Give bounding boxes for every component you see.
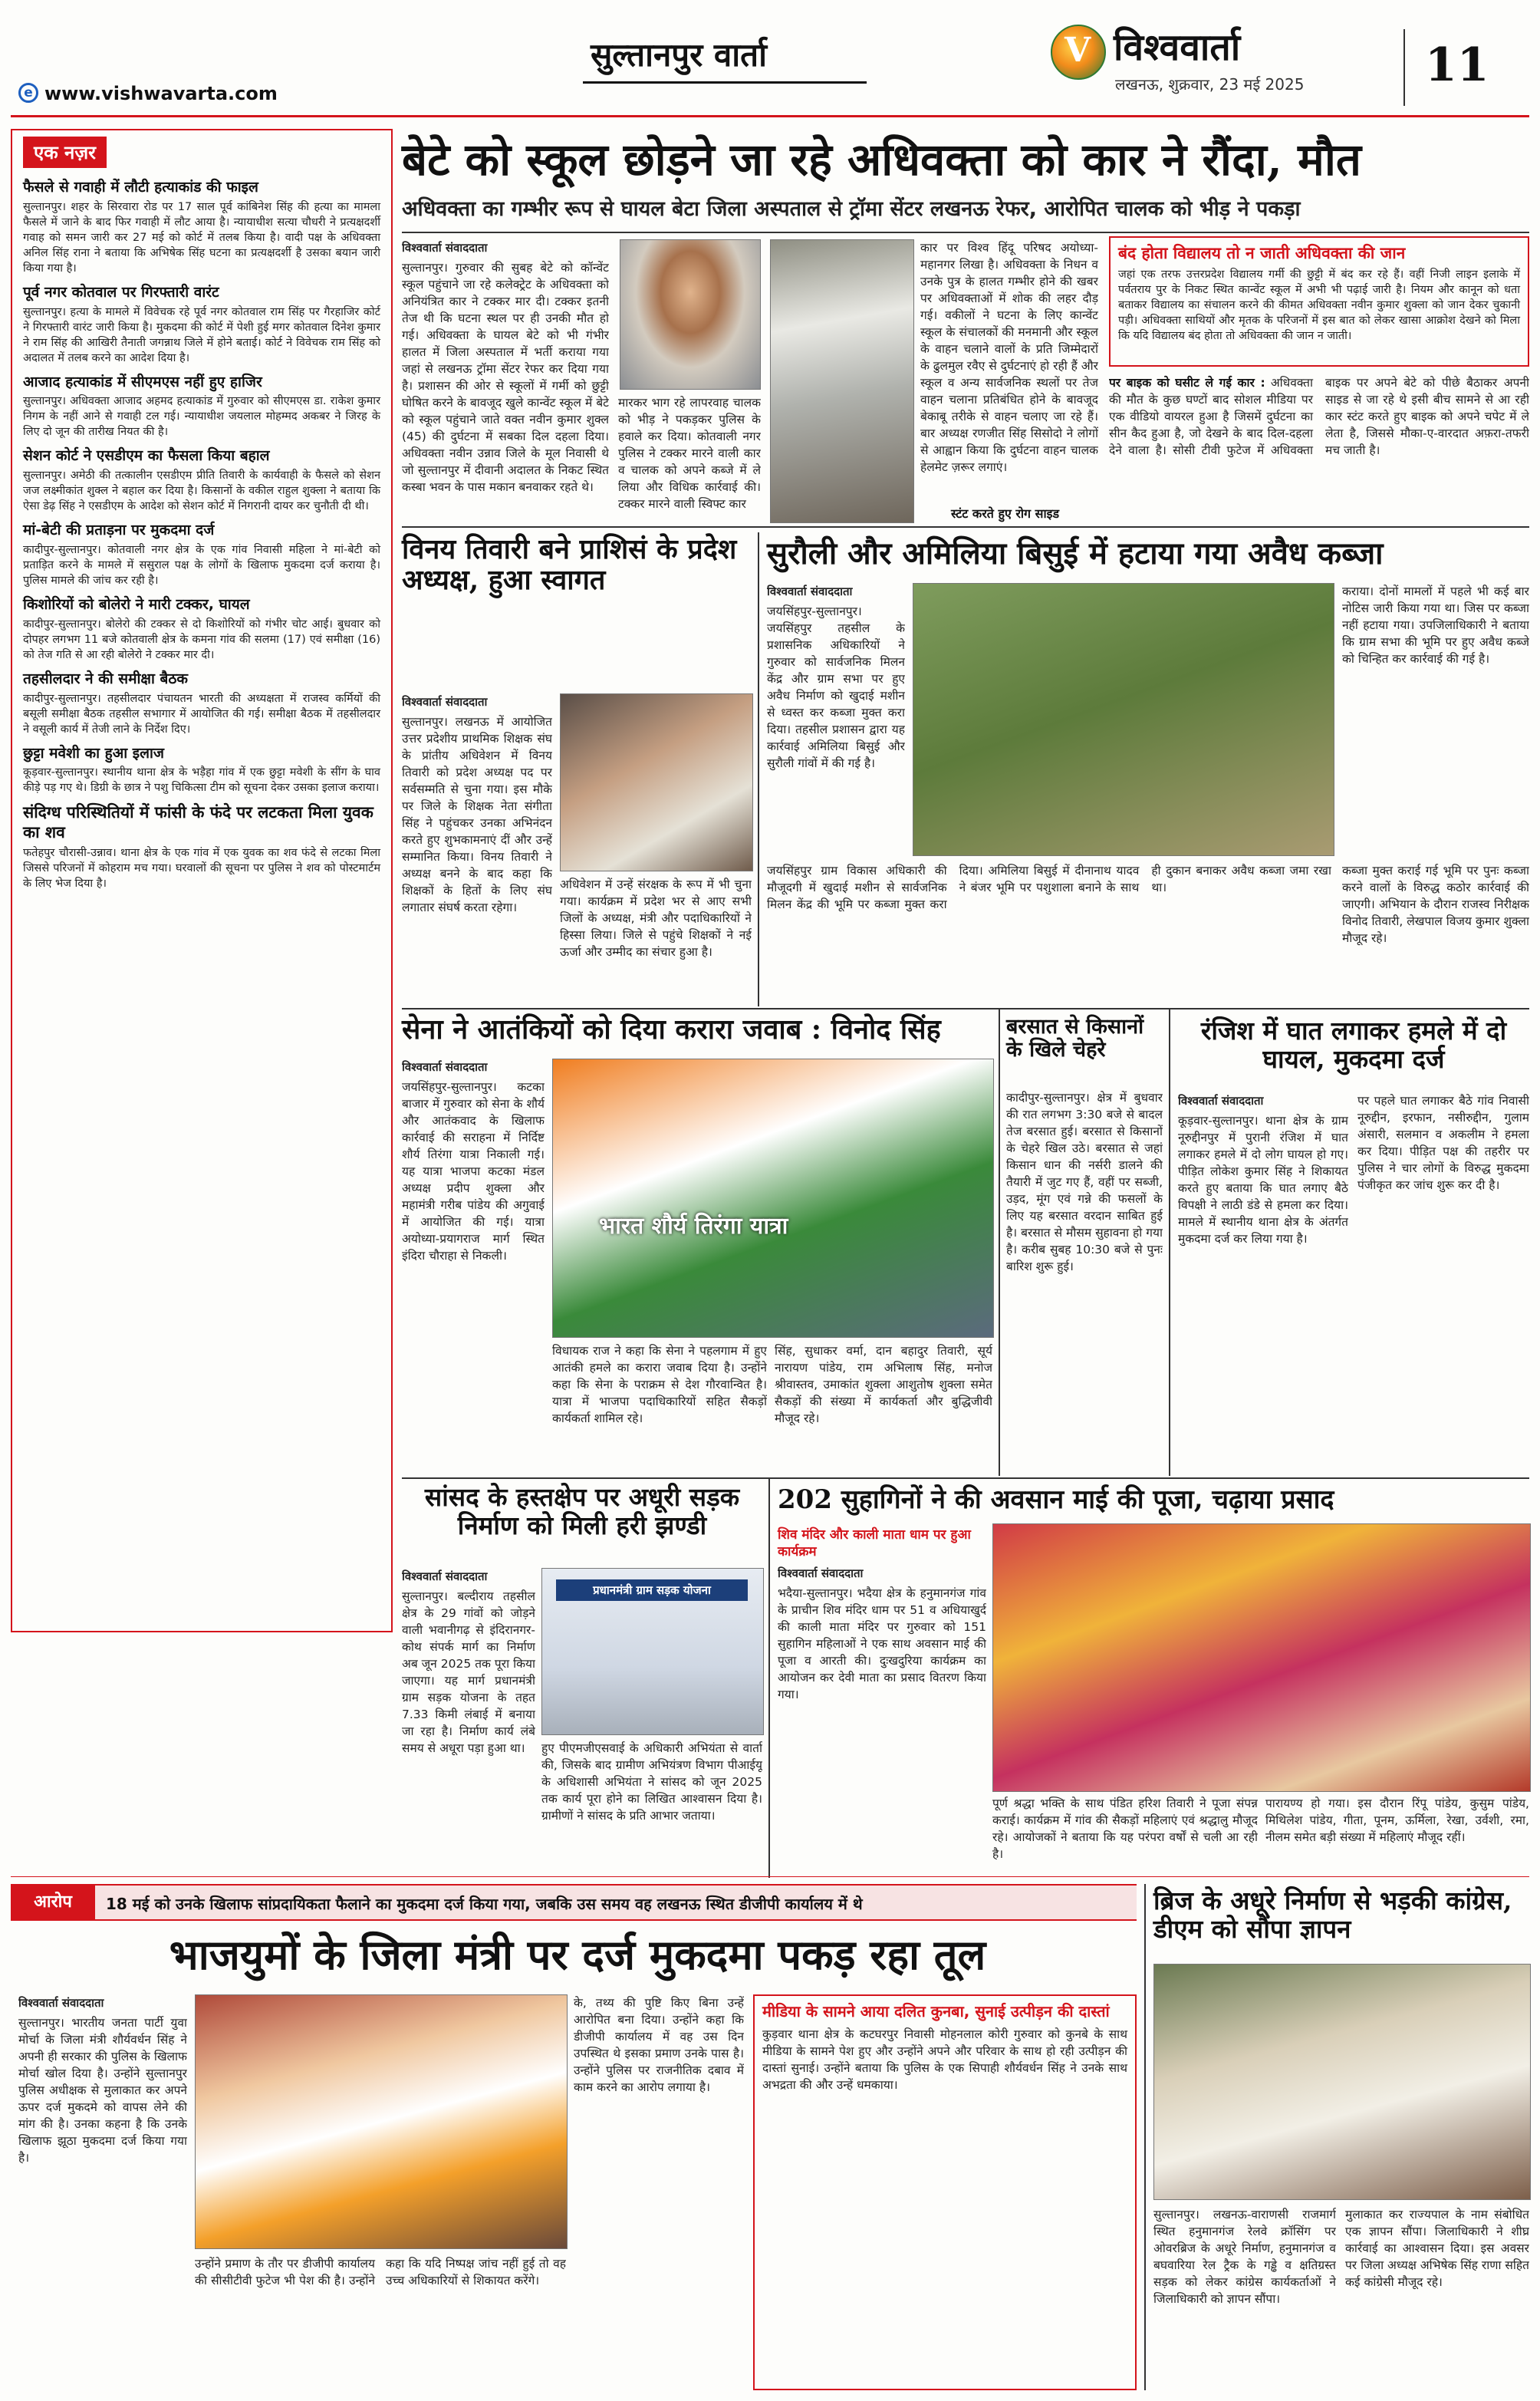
kabza-col-4 <box>1342 862 1529 1005</box>
kabza-col-1 <box>767 583 905 859</box>
column-rule <box>1144 1884 1146 2390</box>
news-body: सुल्तानपुर। शहर के सिरवारा रोड पर 17 साल पूर्व कांबिनेश सिंह की हत्या का मामला फैसले में जाने के बाद फिर गवाही में लौट आया है। न्यायाधीश सत्या चौधरी ने प्रत्यक्षदर्शी गवाह को समन जारी कर 27 मई को कोर्ट में तलब किया है। वादी पक्ष के अधिवक्ता अनिल सिंह राना ने बताया कि अभिषेक सिंह घटना का प्रत्यक्षदर्शी है उसका बयान जारी किया गया है। <box>23 200 380 275</box>
ek-nazar-item <box>23 374 380 440</box>
lead-col-2 <box>618 394 761 523</box>
vinay-col-1 <box>402 693 552 1005</box>
story-text: जयसिंहपुर-सुल्तानपुर। कटका बाजार में गुरुवार को सेना के शौर्य और आतंकवाद के खिलाफ कार्रवाई की सराहना में निर्दिष्ट शौर्य तिरंगा यात्रा निकाली गई। यह यात्रा भाजपा कटका मंडल अध्यक्ष प्रदीप शुक्ला और महामंत्री गरीब पांडेय की अगुवाई में आयोजित की गई। यात्रा अयोध्या-प्रयागराज मार्ग स्थित इंदिरा चौराहा से निकली। <box>402 1080 545 1263</box>
bridge-headline: ब्रिज के अधूरे निर्माण से भड़की कांग्रेस, डीएम को सौंपा ज्ञापन <box>1153 1886 1512 1944</box>
story-text: पूर्ण श्रद्धा भक्ति के साथ पंडित हरिश तिवारी ने पूजा संपन्न कराई। कार्यक्रम में गांव की सैकड़ों महिलाएं एवं श्रद्धालु मौजूद रहे। आयोजकों ने बताया कि यह परंपरा वर्षों से चली आ रही है। <box>992 1797 1258 1861</box>
aarop-col-2 <box>195 2255 566 2390</box>
column-rule <box>758 532 759 1006</box>
ek-nazar-column <box>11 129 393 1632</box>
section-rule <box>402 526 1529 528</box>
lead-subhead: अधिवक्ता का गम्भीर रूप से घायल बेटा जिला अस्पताल से ट्रॉमा सेंटर लखनऊ रेफर, आरोपित चालक को भीड़ ने पकड़ा <box>402 197 1301 221</box>
lead-rule <box>402 232 1529 233</box>
story-text: भदैया-सुल्तानपुर। भदैया क्षेत्र के हनुमानगंज गांव के प्राचीन शिव मंदिर धाम पर 51 व अधियाखुर्द की काली माता मंदिर पर गुरुवार को 151 सुहागिन महिलाओं ने एक साथ अवसान माई की पूजा व आरती की। दुःखदुरिया कार्यक्रम का आयोजन कर देवी माता का प्रसाद वितरण किया गया। <box>778 1586 986 1701</box>
aarop-col-1 <box>18 1994 187 2390</box>
news-body: कादीपुर-सुल्तानपुर। बोलेरो की टक्कर से दो किशोरियों को गंभीर चोट आई। बुधवार को दोपहर लगभग 11 बजे कोतवाली क्षेत्र के कमना गांव की सलमा (17) एवं समीक्षा (16) को तेज गति से आ रही बोलेरो ने टक्कर मार दी। <box>23 618 380 661</box>
sidebar-title: मीडिया के सामने आया दलित कुनबा, सुनाई उत्पीड़न की दास्तां <box>762 2002 1110 2021</box>
ek-nazar-item <box>23 284 380 366</box>
story-text: पर पहले घात लगाकर बैठे गांव निवासी नूरुद्दीन, इरफान, नसीरुद्दीन, गुलाम अंसारी, सलमान व अकलीम ने हमला कर दिया। पीड़ित पक्ष की तहरीर पर पुलिस ने चार लोगों के विरुद्ध मुकदमा पंजीकृत कर जांच शुरू कर दी है। <box>1357 1094 1529 1192</box>
lead-headline: बेटे को स्कूल छोड़ने जा रहे अधिवक्ता को कार ने रौंदा, मौत <box>402 133 1361 186</box>
lead-accident-photo <box>770 239 914 523</box>
board-title: प्रधानमंत्री ग्राम सड़क योजना <box>556 1579 748 1601</box>
section-title: सुल्तानपुर वार्ता <box>591 36 767 74</box>
story-text: सुल्तानपुर। भारतीय जनता पार्टी युवा मोर्चा के जिला मंत्री शौर्यवर्धन सिंह ने अपनी ही सरकार की पुलिस के खिलाफ मोर्चा खोल दिया है। उन्होंने सुल्तानपुर पुलिस अधीक्षक से मुलाकात कर अपने ऊपर दर्ज मुकदमे को वापस लेने की मांग की है। उनका कहना है कि उनके खिलाफ झूठा मुकदमा दर्ज किया गया है। <box>18 2016 187 2165</box>
sena-headline: सेना ने आतंकियों को दिया करारा जवाब : विनोद सिंह <box>402 1013 941 1046</box>
news-headline: सेशन कोर्ट ने एसडीएम का फैसला किया बहाल <box>23 447 270 465</box>
news-headline: तहसीलदार ने की समीक्षा बैठक <box>23 670 189 687</box>
suhagin-kicker <box>778 1527 1008 1560</box>
suhagin-col-2 <box>992 1795 1258 1875</box>
story-text: सुल्तानपुर। लखनऊ-वाराणसी राजमार्ग स्थित हनुमानगंज रेलवे क्रॉसिंग पर ओवरब्रिज के अधूरे निर्माण, हनुमानगंज व बघवारिया रेल ट्रैक के गड्ढे व क्षतिग्रस्त सड़क को लेकर कांग्रेस कार्यकर्ताओं ने जिलाधिकारी को ज्ञापन सौंपा। <box>1153 2208 1336 2306</box>
column-rule <box>768 1479 770 1878</box>
news-headline: छुट्टा मवेशी का हुआ इलाज <box>23 744 165 762</box>
ek-nazar-item <box>23 803 380 891</box>
masthead <box>0 0 1540 123</box>
sena-rally-photo <box>552 1059 994 1338</box>
sidebar-bike-title: पर बाइक को घसीट ले गई कार : <box>1109 376 1265 390</box>
masthead-rule <box>11 115 1529 117</box>
news-headline: संदिग्ध परिस्थितियों में फांसी के फंदे पर लटकता मिला युवक का शव <box>23 803 373 842</box>
sansad-col-2 <box>541 1740 762 1875</box>
page-number: 11 <box>1425 38 1489 92</box>
story-text: जयसिंहपुर-सुल्तानपुर। जयसिंहपुर तहसील के प्रशासनिक अधिकारियों ने गुरुवार को सार्वजनिक मिलन केंद्र और ग्राम सभा पर हुए अवैध निर्माण को खुदाई मशीन से ध्वस्त कर कब्जा मुक्त करा दिया। तहसील प्रशासन द्वारा यह कार्रवाई अमिलिया बिसुई और सुरौली गांवों में की गई है। <box>767 604 905 770</box>
lead-sidebar <box>1109 236 1529 520</box>
news-body: कादीपुर-सुल्तानपुर। तहसीलदार पंचायतन भारती की अध्यक्षता में राजस्व कर्मियों की बसूली समीक्षा बैठक तहसील सभागार में आयोजित की गई। समीक्षा बैठक में तहसीलदार ने वसूली कार्य में तेजी लाने के निर्देश दिए। <box>23 692 380 736</box>
vinay-headline: विनय तिवारी बने प्राशिसं के प्रदेश अध्यक्ष, हुआ स्वागत <box>402 533 737 597</box>
byline: विश्ववार्ता संवाददाता <box>402 241 488 255</box>
lead-col-1 <box>402 239 609 523</box>
bridge-photo <box>1153 1964 1531 2200</box>
kabza-photo <box>913 583 1334 856</box>
news-body: सुल्तानपुर। अधिवक्ता आजाद अहमद हत्याकांड में गुरुवार को सीएमएस डा. राकेश कुमार निगम के नहीं आने से गवाही टल गई। न्यायाधीश जयलाल मोहम्मद अकबर ने जिरह के लिए दो जून की तारीख नियत की है। <box>23 395 380 439</box>
news-body: कादीपुर-सुल्तानपुर। कोतवाली नगर क्षेत्र के एक गांव निवासी महिला ने मां-बेटी को प्रताड़ित करने के मामले में ससुराल पक्ष के लोगों के खिलाफ मुकदमा दर्ज कराया है। पुलिस मामले की जांच कर रही है। <box>23 543 380 587</box>
aarop-sidebar <box>753 1994 1137 2390</box>
suhagin-headline: 202 सुहागिनों ने की अवसान माई की पूजा, चढ़ाया प्रसाद <box>778 1484 1334 1515</box>
news-body: सुल्तानपुर। हत्या के मामले में विवेचक रहे पूर्व नगर कोतवाल राम सिंह पर गैरहाजिर कोर्ट ने गिरफ्तारी वारंट जारी किया है। मुकदमा की कोर्ट में पेशी हुई मगर कोतवाल दिनेश कुमार ने राम सिंह की आखिरी तैनाती जगन्नाथ जिले में होने बताई। कोर्ट ने विवेचक राम सिंह को अदालत में तलब करने का आदेश दिया है। <box>23 305 380 364</box>
story-text: जयसिंहपुर ग्राम विकास अधिकारी की मौजूदगी में खुदाई मशीन से सार्वजनिक मिलन केंद्र की भूमि पर कब्जा मुक्त करा दिया। अमिलिया बिसुई में दीनानाथ यादव ने बंजर भूमि पर पशुशाला बनाने के साथ ही दुकान बनाकर अवैध कब्जा जमा रखा था। <box>767 864 1331 911</box>
story-text: अधिवेशन में उन्हें संरक्षक के रूप में भी चुना गया। कार्यक्रम में प्रदेश भर से आए सभी जिलों के अध्यक्ष, मंत्री और पदाधिकारियों ने हिस्सा लिया। जिले से पहुंचे शिक्षकों ने नई ऊर्जा और उम्मीद का संचार हुआ है। <box>560 878 752 959</box>
dateline: लखनऊ, शुक्रवार, 23 मई 2025 <box>1115 75 1305 94</box>
sidebar-bike-text: अधिवक्ता की मौत के कुछ घण्टों बाद सोशल मीडिया पर एक वीडियो वायरल हुआ है जिसमें दुर्घटना का सीन कैद हुआ है, जो देखने के बाद दिल-दहला देने वाला है। सोसी टीवी फुटेज में अधिवक्ता बाइक पर अपने बेटे को पीछे बैठाकर अपनी साइड से जा रहे थे इसी बीच सामने से आ रही कार स्टंट करते हुए बाइक को अपने चपेट में ले लेता है, जिससे मौका-ए-वारदात अफ़रा-तफरी मच जाती है। <box>1109 376 1529 457</box>
news-body: फतेहपुर चौरासी-उन्नाव। थाना क्षेत्र के एक गांव में एक युवक का शव फंदे से लटका मिला जिससे परिजनों में कोहराम मच गया। घरवालों की सूचना पर पुलिस ने शव को पोस्टमार्टम के लिए भेज दिया है। <box>23 846 380 890</box>
bridge-col-2 <box>1345 2206 1529 2390</box>
barsat-body: कादीपुर-सुल्तानपुर। क्षेत्र में बुधवार की रात लगभग 3:30 बजे से बादल तेज बरसात हुई। बरसात से किसानों के चेहरे खिल उठे। बरसात से जहां किसान धान की नर्सरी डालने की तैयारी में जुट गए हैं, वहीं पर सब्जी, उड़द, मूंग एवं गन्ने की फसलों के लिए यह बरसात वरदान साबित हुई है। बरसात से मौसम सुहावना हो गया है। करीब सुबह 10:30 बजे से पुनः बारिश शुरू हुई। <box>1006 1091 1163 1273</box>
ek-nazar-label: एक नज़र <box>23 137 107 168</box>
lead-photo-caption: स्टंट करते हुए रोग साइड <box>951 506 1060 521</box>
story-text: विधायक राज ने कहा कि सेना ने पहलगाम में हुए आतंकी हमले का करारा जवाब दिया है। उन्होंने कहा कि सेना के पराक्रम से देश गौरवान्वित है। यात्रा में भाजपा पदाधिकारियों सहित सैकड़ों कार्यकर्ता शामिल रहे। <box>552 1344 767 1425</box>
ek-nazar-item <box>23 596 380 663</box>
sena-col-2 <box>552 1342 767 1473</box>
story-text: हुए पीएमजीएसवाई के अधिकारी अभियंता से वार्ता की, जिसके बाद ग्रामीण अभियंत्रण विभाग पीआईयू के अधिशासी अभियंता ने सांसद को जून 2025 तक कार्य पूरा होने का लिखित आश्वासन दिया है। ग्रामीणों ने सांसद के प्रति आभार जताया। <box>541 1741 762 1823</box>
news-headline: फैसले से गवाही में लौटी हत्याकांड की फाइल <box>23 179 258 196</box>
sena-col-1 <box>402 1059 545 1473</box>
section-rule <box>402 1008 1529 1009</box>
suhagin-col-3 <box>1265 1795 1529 1875</box>
kicker-text: शिव मंदिर और काली माता धाम पर हुआ कार्यक्रम <box>778 1527 971 1559</box>
barsat-headline: बरसात से किसानों के खिले चेहरे <box>1006 1015 1144 1062</box>
story-text: सुल्तानपुर। गुरुवार की सुबह बेटे को कॉन्वेंट स्कूल पहुंचाने जा रहे कलेक्ट्रेट के अधिवक्ता को अनियंत्रित कार ने टक्कर मार दी। टक्कर इतनी तेज थी कि घटना स्थल पर ही उनकी मौत हो गई। अधिवक्ता के घायल बेटे को भी गंभीर हालत में जिला अस्पताल में भर्ती कराया गया जहां से लखनऊ ट्रॉमा सेंटर रेफर कर दिया गया है। प्रशासन की ओर से स्कूलों में गर्मी को छुट्टी घोषित करने के बावजूद खुले कान्वेंट स्कूल में बेटे को स्कूल पहुंचाने जाते वक्त नवीन कुमार शुक्ल (45) की दुर्घटना में सबका दिल दहला दिया। अधिवक्ता नवीन उन्नाव जिले के मूल निवासी थे जो सुल्तानपुर में दीवानी अदालत के निकट स्थित कस्बा भवन के पास मकान बनवाकर रहते थे। <box>402 261 609 494</box>
kabza-col-2 <box>767 862 1331 1005</box>
section-rule <box>11 1876 1529 1877</box>
byline: विश्ववार्ता संवाददाता <box>18 1996 104 2010</box>
sidebar-text: कुड़वार थाना क्षेत्र के कटघरपुर निवासी मोहनलाल कोरी गुरुवार को कुनबे के साथ मीडिया के सामने पेश हुए और उन्होंने अपने और परिवार के साथ हो रही उत्पीड़न की दास्तां सुनाई। उन्होंने बताया कि पुलिस के एक सिपाही शौर्यवर्धन सिंह ने उनके साथ अभद्रता की और उन्हें धमकाया। <box>762 2027 1127 2092</box>
byline: विश्ववार्ता संवाददाता <box>778 1566 864 1580</box>
ek-nazar-item <box>23 447 380 514</box>
story-text: कराया। दोनों मामलों में पहले भी कई बार नोटिस जारी किया गया था। जिस पर कब्जा नहीं हटाया गया। उपजिलाधिकारी ने बताया कि ग्राम सभा की भूमि पर हुए अवैध कब्जे को चिन्हित कर कार्रवाई की गई है। <box>1342 585 1529 666</box>
aarop-label: आरोप <box>11 1886 95 1919</box>
ranjish-col-2 <box>1357 1092 1529 1473</box>
news-headline: पूर्व नगर कोतवाल पर गिरफ्तारी वारंट <box>23 283 219 301</box>
website-icon: e <box>18 83 38 103</box>
kabza-headline: सुरौली और अमिलिया बिसुई में हटाया गया अवैध कब्जा <box>767 535 1384 571</box>
ek-nazar-item <box>23 522 380 588</box>
story-text: सुल्तानपुर। बल्दीराय तहसील क्षेत्र के 29 गांवों को जोड़ने वाली भवानीगढ़ से इंदिरानगर-कोथ संपर्क मार्ग का निर्माण अब जून 2025 तक पूरा किया जाएगा। यह मार्ग प्रधानमंत्री ग्राम सड़क योजना के तहत 7.33 किमी लंबाई में बनाया जा रहा है। निर्माण कार्य लंबे समय से अधूरा पड़ा हुआ था। <box>402 1589 535 1755</box>
vinay-col-2 <box>560 876 752 1005</box>
story-text: कब्जा मुक्त कराई गई भूमि पर पुनः कब्जा करने वालों के विरुद्ध कठोर कार्रवाई की जाएगी। अभियान के दौरान राजस्व निरीक्षक विनोद तिवारी, लेखपाल विजय कुमार शुक्ला मौजूद रहे। <box>1342 864 1529 945</box>
story-text: उन्होंने प्रमाण के तौर पर डीजीपी कार्यालय की सीसीटीवी फुटेज भी पेश की है। उन्होंने कहा कि यदि निष्पक्ष जांच नहीं हुई तो वह उच्च अधिकारियों से शिकायत करेंगे। <box>195 2257 566 2287</box>
news-body: कूड़वार-सुल्तानपुर। स्थानीय थाना क्षेत्र के भड़ैहा गांव में एक छुट्टा मवेशी के सींग के घाव कीड़े पड़ गए थे। डिग्री के छात्र ने पशु चिकित्सा टीम को सूचना देकर उसका इलाज कराया। <box>23 766 380 795</box>
kabza-col-3 <box>1342 583 1529 855</box>
sidebar-box <box>1109 236 1529 367</box>
suhagin-col-1 <box>778 1565 986 1875</box>
aarop-strap-text: 18 मई को उनके खिलाफ सांप्रदायिकता फैलाने का मुकदमा दर्ज किया गया, जबकि उस समय वह लखनऊ स्थित डीजीपी कार्यालय में थे <box>106 1895 863 1913</box>
ek-nazar-item <box>23 745 380 796</box>
ranjish-col-1 <box>1178 1092 1348 1473</box>
aarop-strap <box>11 1884 1137 1921</box>
column-rule <box>999 1009 1000 1476</box>
vinay-photo <box>560 693 753 871</box>
news-body: सुल्तानपुर। अमेठी की तत्कालीन एसडीएम प्रीति तिवारी के कार्यवाही के फैसले को सेशन जज लक्ष्मीकांत शुक्ल ने बहाल कर दिया है। किसानों के वकील राहुल शुक्ला ने बताया कि ऐसा डेढ़ सिंह ने एसडीएम के आदेश को सेशन कोर्ट में निगरानी दायर कर चुनौती दी थी। <box>23 469 380 513</box>
byline: विश्ववार्ता संवाददाता <box>402 1569 488 1583</box>
brand-logo-icon: V <box>1051 25 1106 80</box>
bridge-col-1 <box>1153 2206 1336 2390</box>
sansad-headline: सांसद के हस्तक्षेप पर अधूरी सड़क निर्माण को मिली हरी झण्डी <box>424 1482 740 1540</box>
section-underline <box>583 81 867 84</box>
byline: विश्ववार्ता संवाददाता <box>402 695 488 709</box>
aarop-col-3 <box>574 1994 744 2390</box>
byline: विश्ववार्ता संवाददाता <box>767 585 853 598</box>
website-link[interactable]: www.vishwavarta.com <box>44 83 278 104</box>
story-text: सिंह, सुधाकर वर्मा, दान बहादुर तिवारी, सूर्य नारायण पांडेय, राम अभिलाष सिंह, मनोज श्रीवास्तव, उमाकांत शुक्ला आशुतोष शुक्ला समेत सैकड़ों की संख्या में कार्यकर्ता और बुद्धिजीवी मौजूद रहे। <box>775 1344 992 1425</box>
aarop-photo <box>195 1994 568 2249</box>
suhagin-photo <box>992 1523 1531 1792</box>
sidebar-bike-story <box>1109 374 1529 520</box>
story-text: कार पर विश्व हिंदू परिषद अयोध्या-महानगर लिखा है। अधिवक्ता के निधन व उनके पुत्र के हालत गम्भीर होने की खबर पर अधिवक्ताओं में शोक की लहर दौड़ गई। वकीलों ने घटना के लिए कान्वेंट स्कूल के संचालकों की मनमानी और स्कूल के वाहन चलाने वालों के प्रति जिम्मेदारों के ढुलमुल रवैए से दुर्घटनाएं हो रही हैं और स्कूल व अन्य सार्वजनिक स्थलों पर तेज वाहन चलाना प्रतिबंधित होने के बावजूद बेकाबू तरीके से वाहन चलाए जा रहे हैं। बार अध्यक्ष रणजीत सिंह सिसोदो ने लोगों से आह्वान किया कि दुर्घटना वाहन चालक हेलमेट ज़रूर लगाएं। <box>920 241 1098 474</box>
lead-portrait-photo <box>620 239 761 390</box>
aarop-headline: भाजयुमों के जिला मंत्री पर दर्ज मुकदमा पकड़ रहा तूल <box>169 1930 986 1979</box>
ranjish-headline: रंजिश में घात लगाकर हमले में दो घायल, मुकदमा दर्ज <box>1200 1016 1507 1074</box>
sidebar-text: जहां एक तरफ उत्तरप्रदेश विद्यालय गर्मी की छुट्टी में बंद कर रहे हैं। वहीं निजी लाइन इलाके में पर्वतराय पुर के निकट स्थित कान्वेंट स्कूल में अभी भी पढ़ाई जारी है। नियम और कानून को धता बताकर विद्यालय का संचालन करने की कीमत अधिवक्ता नवीन कुमार शुक्ला को जान देकर चुकानी पड़ी। अधिवक्ता साथियों और मृतक के परिजनों में इस बात को लेकर खासा आक्रोश देखने को मिला कि यदि विद्यालय बंद होता तो अधिवक्ता की जान न जाती। <box>1118 268 1520 342</box>
news-headline: आजाद हत्याकांड में सीएमएस नहीं हुए हाजिर <box>23 373 262 390</box>
story-text: सुल्तानपुर। लखनऊ में आयोजित उत्तर प्रदेशीय प्राथमिक शिक्षक संघ के प्रांतीय अधिवेशन में विनय तिवारी को प्रदेश अध्यक्ष पद पर सर्वसम्मति से चुना गया। इस मौके पर जिले के शिक्षक नेता संगीता सिंह ने पहुंचकर उनका अभिनंदन करते हुए शुभकामनाएं दीं और उन्हें सम्मानित किया। विनय तिवारी ने अध्यक्ष बनने के बाद कहा कि शिक्षकों के हितों के लिए संघ लगातार संघर्ष करता रहेगा। <box>402 715 552 914</box>
news-headline: मां-बेटी की प्रताड़ना पर मुकदमा दर्ज <box>23 522 215 539</box>
byline: विश्ववार्ता संवाददाता <box>1178 1094 1264 1108</box>
byline: विश्ववार्ता संवाददाता <box>402 1060 488 1074</box>
sansad-col-1 <box>402 1568 535 1875</box>
story-text: मुलाकात कर राज्यपाल के नाम संबोधित एक ज्ञापन सौंपा। जिलाधिकारी ने शीघ्र कार्रवाई का आश्वासन दिया। इस अवसर पर जिला अध्यक्ष अभिषेक सिंह राणा सहित कई कांग्रेसी मौजूद रहे। <box>1345 2208 1529 2289</box>
ek-nazar-item <box>23 670 380 737</box>
rally-banner-text: भारत शौर्य तिरंगा यात्रा <box>599 1213 788 1240</box>
story-text: के, तथ्य की पुष्टि किए बिना उन्हें आरोपित बना दिया। उन्होंने कहा कि डीजीपी कार्यालय में वह उस दिन उपस्थित थे इसका प्रमाण उनके पास है। उन्होंने पुलिस पर राजनीतिक दबाव में काम करने का आरोप लगाया है। <box>574 1996 744 2094</box>
page-number-divider <box>1403 29 1405 106</box>
sansad-board-photo <box>541 1568 764 1735</box>
sena-col-3 <box>775 1342 992 1473</box>
sidebar-title: बंद होता विद्यालय तो न जाती अधिवक्ता की जान <box>1118 244 1406 262</box>
ek-nazar-item <box>23 179 380 276</box>
section-rule <box>402 1477 1529 1479</box>
news-headline: किशोरियों को बोलेरो ने मारी टक्कर, घायल <box>23 595 250 613</box>
story-text: पारायण्य हो गया। इस दौरान रिंपू पांडेय, कुसुम पांडेय, मिथिलेश पांडेय, गीता, पूनम, ऊर्मिला, रेखा, उर्वशी, रमा, नीलम समेत बड़ी संख्या में महिलाएं मौजूद रहीं। <box>1265 1797 1529 1844</box>
story-text: कूड़वार-सुल्तानपुर। थाना क्षेत्र के ग्राम नूरुद्दीनपुर में पुरानी रंजिश में घात लगाकर हमले में दो लोग घायल हो गए। पीड़ित लोकेश कुमार सिंह ने शिकायत करते हुए बताया कि घात लगाए बैठे विपक्षी ने लाठी डंडे से हमला कर दिया। मामले में स्थानीय थाना क्षेत्र के अंतर्गत मुकदमा दर्ज कर लिया गया है। <box>1178 1114 1348 1246</box>
column-rule <box>1169 1009 1170 1476</box>
lead-col-3 <box>920 239 1098 505</box>
brand-name: विश्ववार्ता <box>1114 26 1241 69</box>
story-text: मारकर भाग रहे लापरवाह चालक को भीड़ ने पकड़कर पुलिस के हवाले कर दिया। कोतवाली नगर पुलिस ने टक्कर मारने वाली कार व चालक को अपने कब्जे में ले लिया और विधिक कार्रवाई की। टक्कर मारने वाली स्विफ्ट कार <box>618 396 761 511</box>
